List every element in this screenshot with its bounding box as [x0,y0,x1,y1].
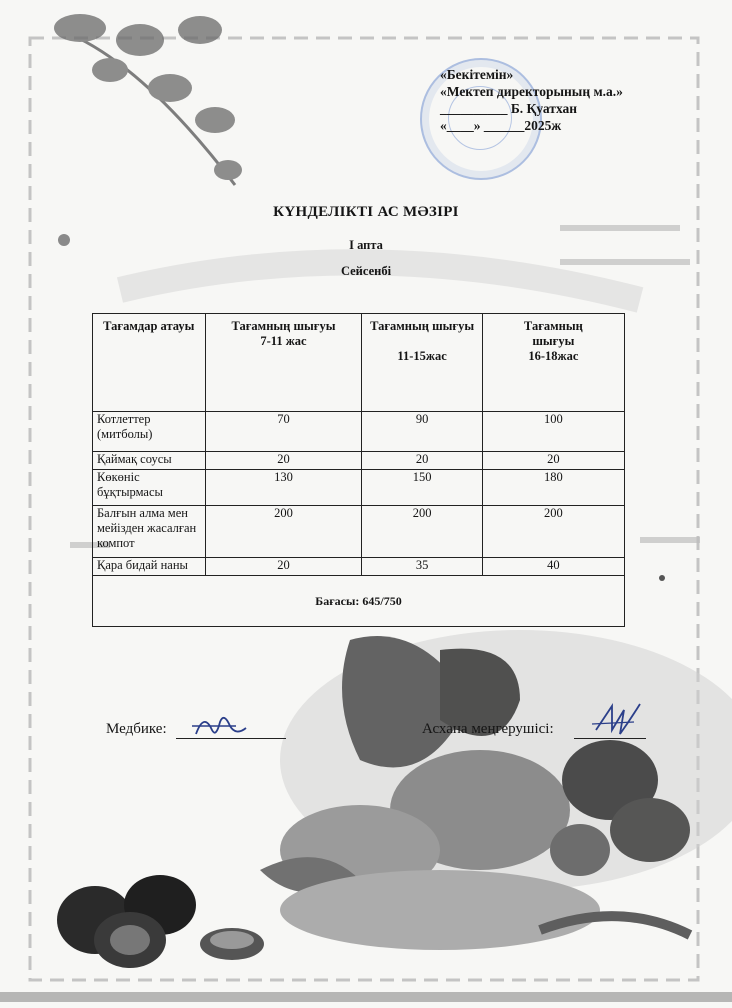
table-row [93,506,625,558]
portion-7-11: 130 [205,470,362,506]
dish-name: Котлеттер (митболы) [93,412,206,452]
portion-7-11: 200 [205,506,362,558]
portion-16-18: 180 [482,470,624,506]
dish-name: Қаймақ соусы [93,452,206,470]
day-label: Сейсенбі [340,264,392,278]
price-total: Бағасы: 645/750 [93,576,625,627]
approval-line-2: «Мектеп директорының м.а.» [440,84,623,99]
portion-11-15: 35 [362,558,482,576]
dish-name: Қара бидай наны [93,558,206,576]
nurse-signature-label: Медбике: [106,721,167,737]
table-row [93,412,625,452]
table-header-row [93,314,625,412]
portion-11-15: 20 [362,452,482,470]
portion-7-11: 70 [205,412,362,452]
vegetable-illustration [260,630,732,950]
approval-line-4: «____» ______2025ж [440,118,562,133]
portion-11-15: 150 [362,470,482,506]
nurse-signature [190,708,250,742]
tomato-illustration [57,875,264,968]
page-title: КҮНДЕЛІКТІ АС МӘЗІРІ [273,204,459,220]
herb-decoration [54,14,242,185]
column-header-age-11-15: Тағамның шығуы 11-15жас [362,314,482,412]
table-row [93,558,625,576]
portion-7-11: 20 [205,452,362,470]
approval-block [440,66,710,134]
portion-7-11: 20 [205,558,362,576]
kitchen-signature [590,700,646,740]
portion-16-18: 100 [482,412,624,452]
dish-name: Балғын алма мен мейізден жасалған компот [93,506,206,558]
portion-16-18: 200 [482,506,624,558]
table-row [93,452,625,470]
column-header-dish: Тағамдар атауы [93,314,206,412]
week-label: І апта [349,238,383,252]
kitchen-signature-label: Асхана меңгерушісі: [422,721,554,737]
approval-line-1: «Бекітемін» [440,67,514,82]
price-row [93,576,625,627]
portion-16-18: 20 [482,452,624,470]
table-row [93,470,625,506]
dish-name: Көкөніс бұқтырмасы [93,470,206,506]
column-header-age-7-11: Тағамның шығуы 7-11 жас [205,314,362,412]
portion-11-15: 200 [362,506,482,558]
menu-table [92,313,625,627]
column-header-age-16-18: Тағамның шығуы 16-18жас [482,314,624,412]
portion-11-15: 90 [362,412,482,452]
portion-16-18: 40 [482,558,624,576]
approval-line-3: __________ Б. Қуатхан [440,101,578,116]
